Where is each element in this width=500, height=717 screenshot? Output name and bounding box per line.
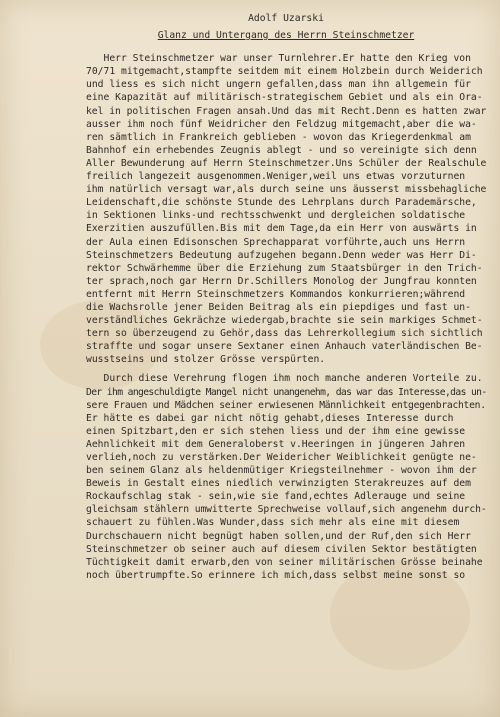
body-text xyxy=(86,52,486,582)
text-line: Rockaufschlag stak - sein,wie sie fand,echtes Adlerauge und seine xyxy=(86,491,466,503)
text-line: Steinschmetzers Bedeutung aufzugehen begann.Denn weder was Herr Di- xyxy=(86,249,477,261)
text-line: Durchschauern nicht begnügt haben sollen,und der Ruf,den sich Herr xyxy=(86,530,471,542)
text-line: Aller Bewunderung auf Herrn Steinschmetzer.Uns Schüler der Realschule xyxy=(86,157,487,169)
text-line: Der ihm angeschuldigte Mangel nicht unangenehm, das war das Interesse,das un- xyxy=(86,386,487,398)
text-line: ren sämtlich in Frankreich geblieben - wovon das Kriegerdenkmal am xyxy=(86,131,471,143)
text-line: tern so überzeugend zu Gehör,dass das Lehrerkollegium sich sichtlich xyxy=(86,328,483,340)
text-line: 70/71 mitgemacht,stampfte seitdem mit einem Holzbein durch Weiderich xyxy=(86,66,483,78)
paragraph xyxy=(86,372,486,582)
text-line: Tüchtigkeit damit erwarb,den von seiner militärischen Grösse beinahe xyxy=(86,556,483,568)
text-line: Steinschmetzer ob seiner auch auf diesem civilen Sektor bestätigten xyxy=(86,543,477,555)
paragraph xyxy=(86,52,486,366)
text-line: entfernt mit Herrn Steinschmetzers Kommandos konkurrieren;während xyxy=(86,288,466,300)
text-line: die Wachsrolle jener Beiden Beitrag als ein piepdiges und fast un- xyxy=(86,301,471,313)
text-line: ausser ihm noch fünf Weidricher den Feldzug mitgemacht,aber die wa- xyxy=(86,118,477,130)
text-line: ter sprach,noch gar Herrn Dr.Schillers Monolog der Jungfrau konnten xyxy=(86,275,477,287)
text-line: ihm natürlich versagt war,als durch seine uns äusserst missbehagliche xyxy=(86,184,487,196)
text-line: Leidenschaft,die schönste Stunde des Lehrplans durch Parademärsche, xyxy=(86,197,477,209)
text-line: kel in politischen Fragen ansah.Und das mit Recht.Denn es hatten zwar xyxy=(86,105,487,117)
text-line: wusstseins und stolzer Grösse verspürten. xyxy=(86,354,326,366)
text-line: freilich langezeit ausgenommen.Weniger,weil uns etwas vorzuturnen xyxy=(86,171,466,183)
text-line: verlieh,noch zu verstärken.Der Weidericher Weiblichkeit genügte ne- xyxy=(86,452,477,463)
text-line: Durch diese Verehrung flogen ihm noch manche anderen Vorteile zu. xyxy=(86,373,483,385)
text-line: Herr Steinschmetzer war unser Turnlehrer.Er hatte den Krieg von xyxy=(86,53,471,65)
text-line: verständliches Gekrächze wiedergab,brachte sie sein markiges Schmet- xyxy=(86,315,483,327)
text-line: ben seinem Glanz als heldenmütiger Kriegsteilnehmer - wovon ihm der xyxy=(86,465,477,477)
text-line: eine Kapazität auf militärisch-strategischem Gebiet und als ein Ora- xyxy=(86,92,483,104)
author-name: Adolf Uzarski xyxy=(248,13,324,24)
text-line: Aehnlichkeit mit dem Generaloberst v.Heeringen in jüngeren Jahren xyxy=(86,438,466,450)
text-line: Beweis in Gestalt eines niedlich verwinzigten Sterakreuzes auf dem xyxy=(86,478,471,490)
text-line: Exerzitien auszufüllen.Bis mit dem Tage,da ein Herr von auswärts in xyxy=(86,223,477,235)
document-title: Glanz und Untergang des Herrn Steinschmetzer xyxy=(157,30,415,42)
text-line: gleichsam stählern umwitterte Sprechweise vollauf,sich angenehm durch- xyxy=(86,504,487,516)
text-line: Bahnhof ein erhebendes Zeugnis ablegt - und so vereinigte sich denn xyxy=(86,144,477,156)
text-line: der Aula einen Edisonschen Sprechapparat vorführte,auch uns Herrn xyxy=(86,236,466,248)
text-line: in Sektionen links-und rechtsschwenkt und dergleichen soldatische xyxy=(86,210,466,222)
text-line: sere Frauen und Mädchen seiner erwiesenen Männlichkeit entgegenbrachten. xyxy=(86,399,486,411)
text-line: Er hätte es dabei gar nicht nötig gehabt,dieses Interesse durch xyxy=(86,412,454,424)
typewritten-page xyxy=(86,12,486,582)
text-line: noch übertrumpfte.So erinnere ich mich,dass selbst meine sonst so xyxy=(86,569,466,581)
text-line: und liess es sich nicht ungern gefallen,dass man ihn allgemein für xyxy=(86,79,471,91)
text-line: straffte und sogar unsere Sextaner einen Anhauch vaterländischen Be- xyxy=(86,341,483,353)
text-line: schauert zu fühlen.Was Wunder,dass sich mehr als eine mit diesem xyxy=(86,517,460,529)
text-line: einen Spitzbart,den er sich stehen liess und der ihm eine gewisse xyxy=(86,425,466,437)
text-line: rektor Schwärhemme über die Erziehung zum Staatsbürger in den Trich- xyxy=(86,262,483,274)
